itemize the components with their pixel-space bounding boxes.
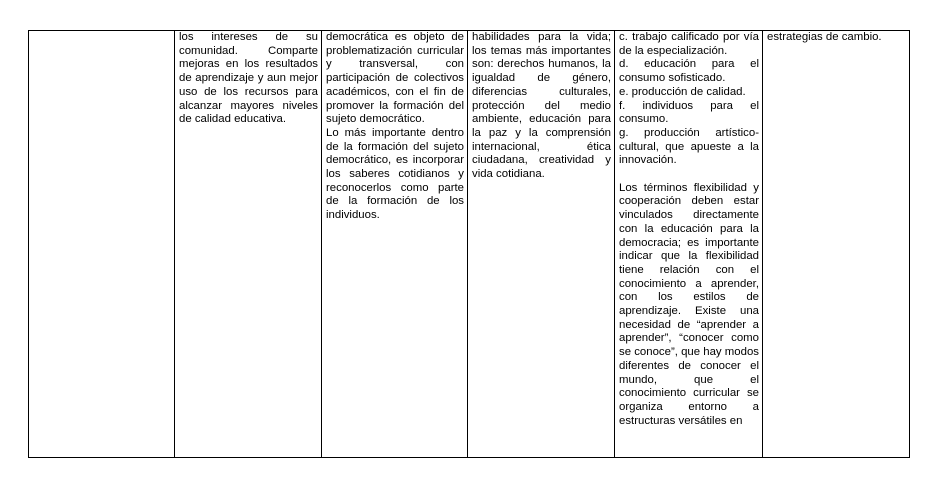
table-row	[29, 31, 910, 458]
cell-text: democrática es objeto de problematización curricular y transversal, con participación de colectivos académicos, con el fin de promover la formación del sujeto democrático. Lo más importante dentro de la formación del sujeto democrático, es incorporar los saberes cotidianos y reconocerlos como parte de la formación de los individuos.	[326, 31, 464, 222]
table-cell-life-skills	[468, 31, 615, 458]
content-table	[28, 30, 910, 458]
table-cell-empty	[29, 31, 175, 458]
table-cell-flexibility	[615, 31, 763, 458]
cell-text: c. trabajo calificado por vía de la especialización. d. educación para el consumo sofisticado. e. producción de calidad. f. individuos para el consumo. g. producción artístico-cultural, que apueste a la innovación. Los términos flexibilidad y cooperación deben estar vinculados directamente con la educación para la democracia; es importante indicar que la flexibilidad tiene relación con el conocimiento a aprender, con los estilos de aprendizaje. Existe una necesidad de “aprender a aprender”, “conocer como se conoce”, que hay modos diferentes de conocer el mundo, que el conocimiento curricular se organiza entorno a estructuras versátiles en	[619, 31, 759, 427]
cell-text: habilidades para la vida; los temas más importantes son: derechos humanos, la igualdad de género, diferencias culturales, protección del medio ambiente, educación para la paz y la comprensión internacional, ética ciudadana, creatividad y vida cotidiana.	[472, 31, 611, 181]
cell-text: estrategias de cambio.	[767, 31, 882, 43]
table-cell-democratic-subject	[322, 31, 468, 458]
table-cell-community	[175, 31, 322, 458]
table-cell-strategies	[763, 31, 910, 458]
cell-text: los intereses de su comunidad. Comparte mejoras en los resultados de aprendizaje y aun mejor uso de los recursos para alcanzar mayores niveles de calidad educativa.	[179, 31, 318, 126]
